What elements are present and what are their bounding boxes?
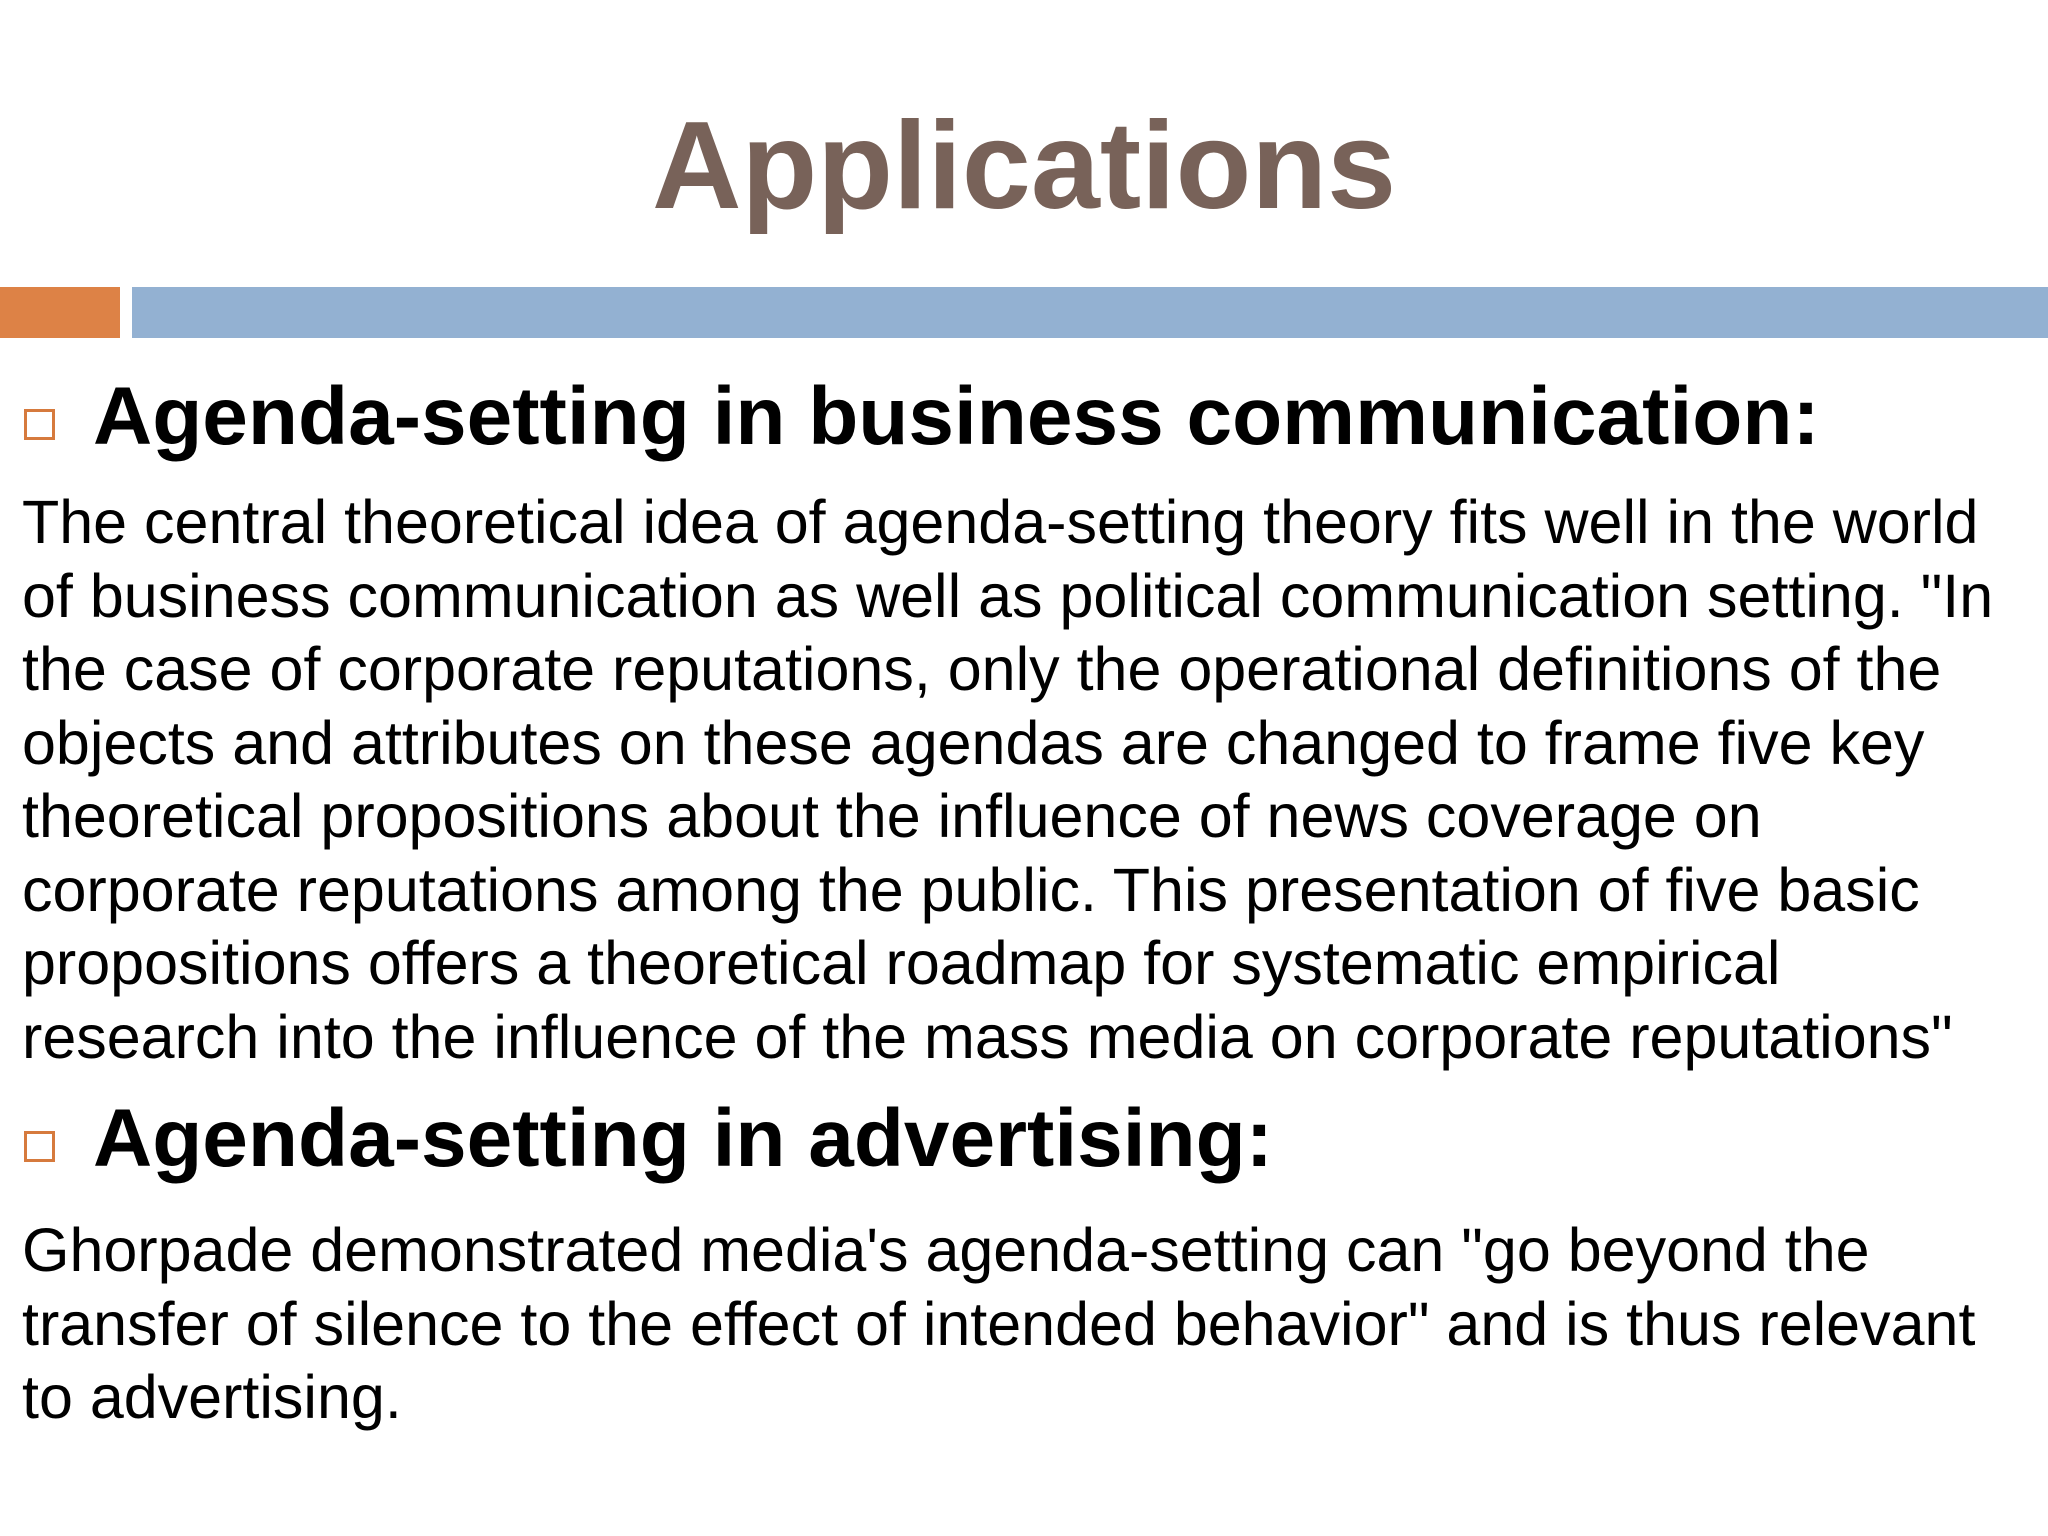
section-heading-label: Agenda-setting in advertising:: [93, 1093, 1273, 1184]
slide-title: Applications: [651, 97, 1397, 235]
hollow-square-bullet-icon: [24, 1131, 55, 1162]
section-body-business: The central theoretical idea of agenda-setting theory fits well in the world of business communication as well as political communication setting. "In the case of corporate reputations, only the operational definitions of the objects and attributes on these agendas are changed to frame five key theoretical propositions about the influence of news coverage on corporate reputations among the public. This presentation of five basic propositions offers a theoretical roadmap for systematic empirical research into the influence of the mass media on corporate reputations": [22, 488, 1994, 1071]
title-rule-accent: [0, 287, 120, 338]
title-rule-bar: [132, 287, 2048, 338]
hollow-square-bullet-icon: [24, 409, 55, 440]
section-body-advertising: Ghorpade demonstrated media's agenda-setting can "go beyond the transfer of silence to the effect of intended behavior" and is thus relevant to advertising.: [22, 1216, 1976, 1431]
slide-content: [22, 362, 2032, 1435]
section-heading-label: Agenda-setting in business communication:: [93, 371, 1820, 462]
section-heading-business: [22, 362, 2032, 472]
section-heading-advertising: [22, 1084, 2032, 1194]
